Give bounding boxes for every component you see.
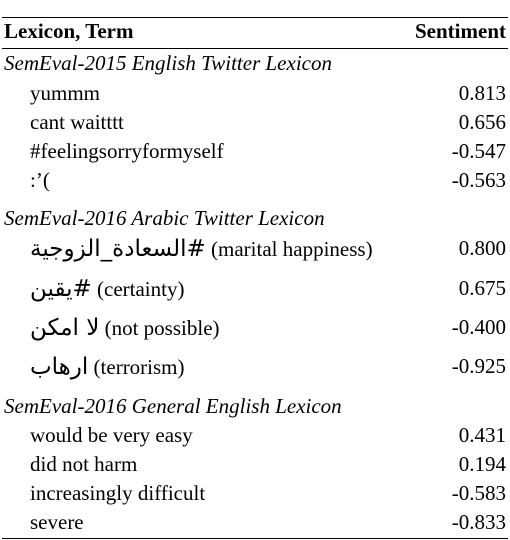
row-term — [30, 236, 373, 262]
row-term: severe — [30, 510, 84, 534]
row-sentiment: 0.800 — [458, 236, 506, 260]
row-sentiment: 0.675 — [458, 276, 506, 300]
row-sentiment: 0.194 — [458, 452, 506, 476]
arabic-term: ارهاب — [30, 354, 89, 380]
row-sentiment: -0.925 — [451, 354, 506, 378]
section-title: SemEval-2016 General English Lexicon — [4, 394, 342, 418]
row-term: did not harm — [30, 452, 138, 476]
english-gloss: (certainty) — [97, 277, 185, 301]
row-term — [30, 276, 184, 302]
row-term — [30, 354, 185, 380]
header-sentiment: Sentiment — [415, 19, 506, 43]
table-header — [2, 19, 508, 47]
english-gloss: (marital happiness) — [211, 237, 373, 261]
row-term: :’( — [30, 168, 50, 192]
row-sentiment: -0.563 — [451, 168, 506, 192]
arabic-term: #يقين — [30, 276, 92, 302]
row-term: cant waitttt — [30, 110, 124, 134]
row-sentiment: 0.656 — [458, 110, 506, 134]
row-term: #feelingsorryformyself — [30, 139, 224, 163]
arabic-term: #السعادة_الزوجية — [30, 236, 206, 262]
english-gloss: (terrorism) — [93, 355, 185, 379]
row-sentiment: 0.431 — [458, 423, 506, 447]
header-rule — [2, 48, 508, 49]
row-term: yummm — [30, 81, 101, 105]
bottom-rule — [2, 538, 508, 539]
row-sentiment: -0.400 — [451, 315, 506, 339]
arabic-term: لا امكن — [30, 315, 100, 341]
section-title: SemEval-2016 Arabic Twitter Lexicon — [4, 206, 325, 230]
row-term: would be very easy — [30, 423, 193, 447]
top-rule — [2, 17, 508, 18]
row-sentiment: -0.547 — [451, 139, 506, 163]
row-sentiment: -0.583 — [451, 481, 506, 505]
header-term: Lexicon, Term — [4, 19, 134, 43]
english-gloss: (not possible) — [104, 316, 220, 340]
row-term — [30, 315, 220, 341]
row-sentiment: -0.833 — [451, 510, 506, 534]
row-term: increasingly difficult — [30, 481, 206, 505]
section-title: SemEval-2015 English Twitter Lexicon — [4, 51, 332, 75]
row-sentiment: 0.813 — [458, 81, 506, 105]
